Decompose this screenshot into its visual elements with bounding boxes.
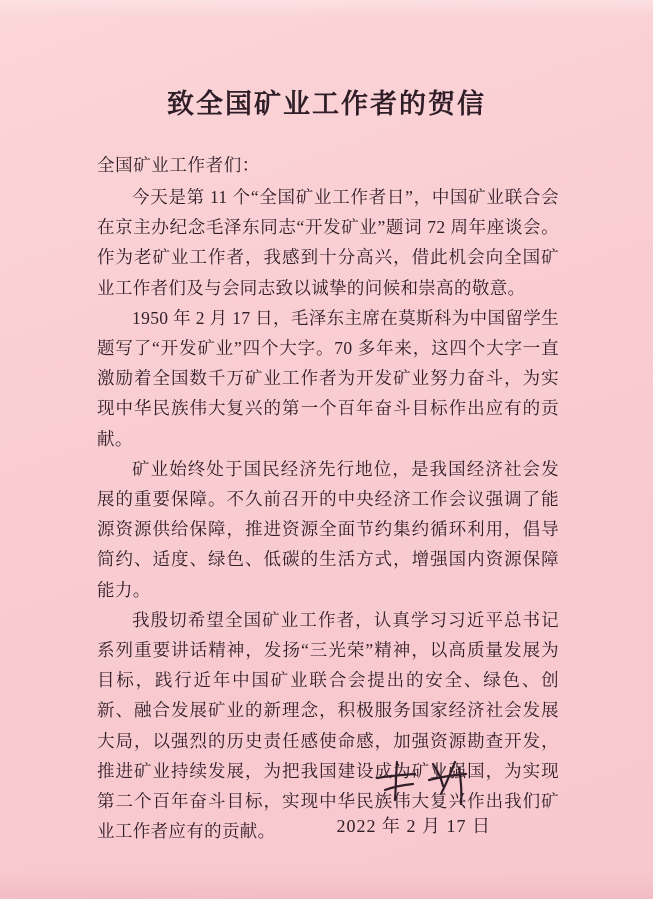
page-title: 致全国矿业工作者的贺信 <box>167 89 486 119</box>
paragraph-4: 我殷切希望全国矿业工作者，认真学习习近平总书记系列重要讲话精神，发扬“三光荣”精神，以高质量发展为目标，践行近年中国矿业联合会提出的安全、绿色、创新、融合发展矿业的新理念，积极服务国家经济社会发展大局，以强烈的历史责任感使命感，加强资源勘查开发，推进矿业持续发展，为把我国建设成为矿业强国，为实现第二个百年奋斗目标，实现中华民族伟大复兴作出我们矿业工作者应有的贡献。 <box>97 609 559 842</box>
paragraph-1: 今天是第 11 个“全国矿业工作者日”，中国矿业联合会在京主办纪念毛泽东同志“开发矿业”题词 72 周年座谈会。作为老矿业工作者，我感到十分高兴，借此机会向全国矿业工作者们及与会同志致以诚挚的问候和崇高的敬意。 <box>97 187 559 298</box>
paper-top-shade <box>0 0 653 18</box>
handwritten-signature-icon <box>371 756 481 808</box>
signature-block <box>97 756 559 846</box>
paragraph-3: 矿业始终处于国民经济先行地位，是我国经济社会发展的重要保障。不久前召开的中央经济工作会议强调了能源资源供给保障，推进资源全面节约集约循环利用，倡导简约、适度、绿色、低碳的生活方式，增强国内资源保障能力。 <box>97 458 559 600</box>
paragraph-2: 1950 年 2 月 17 日，毛泽东主席在莫斯科为中国留学生题写了“开发矿业”四个大字。70 多年来，这四个大字一直激励着全国数千万矿业工作者为开发矿业努力奋斗，为实现中华民族伟大复兴的第一个百年奋斗目标作出应有的贡献。 <box>97 307 559 449</box>
signature-date: 2022 年 2 月 17 日 <box>336 816 491 836</box>
salutation: 全国矿业工作者们： <box>97 155 260 175</box>
letter-body <box>97 150 559 846</box>
paper-bottom-shade <box>0 869 653 899</box>
